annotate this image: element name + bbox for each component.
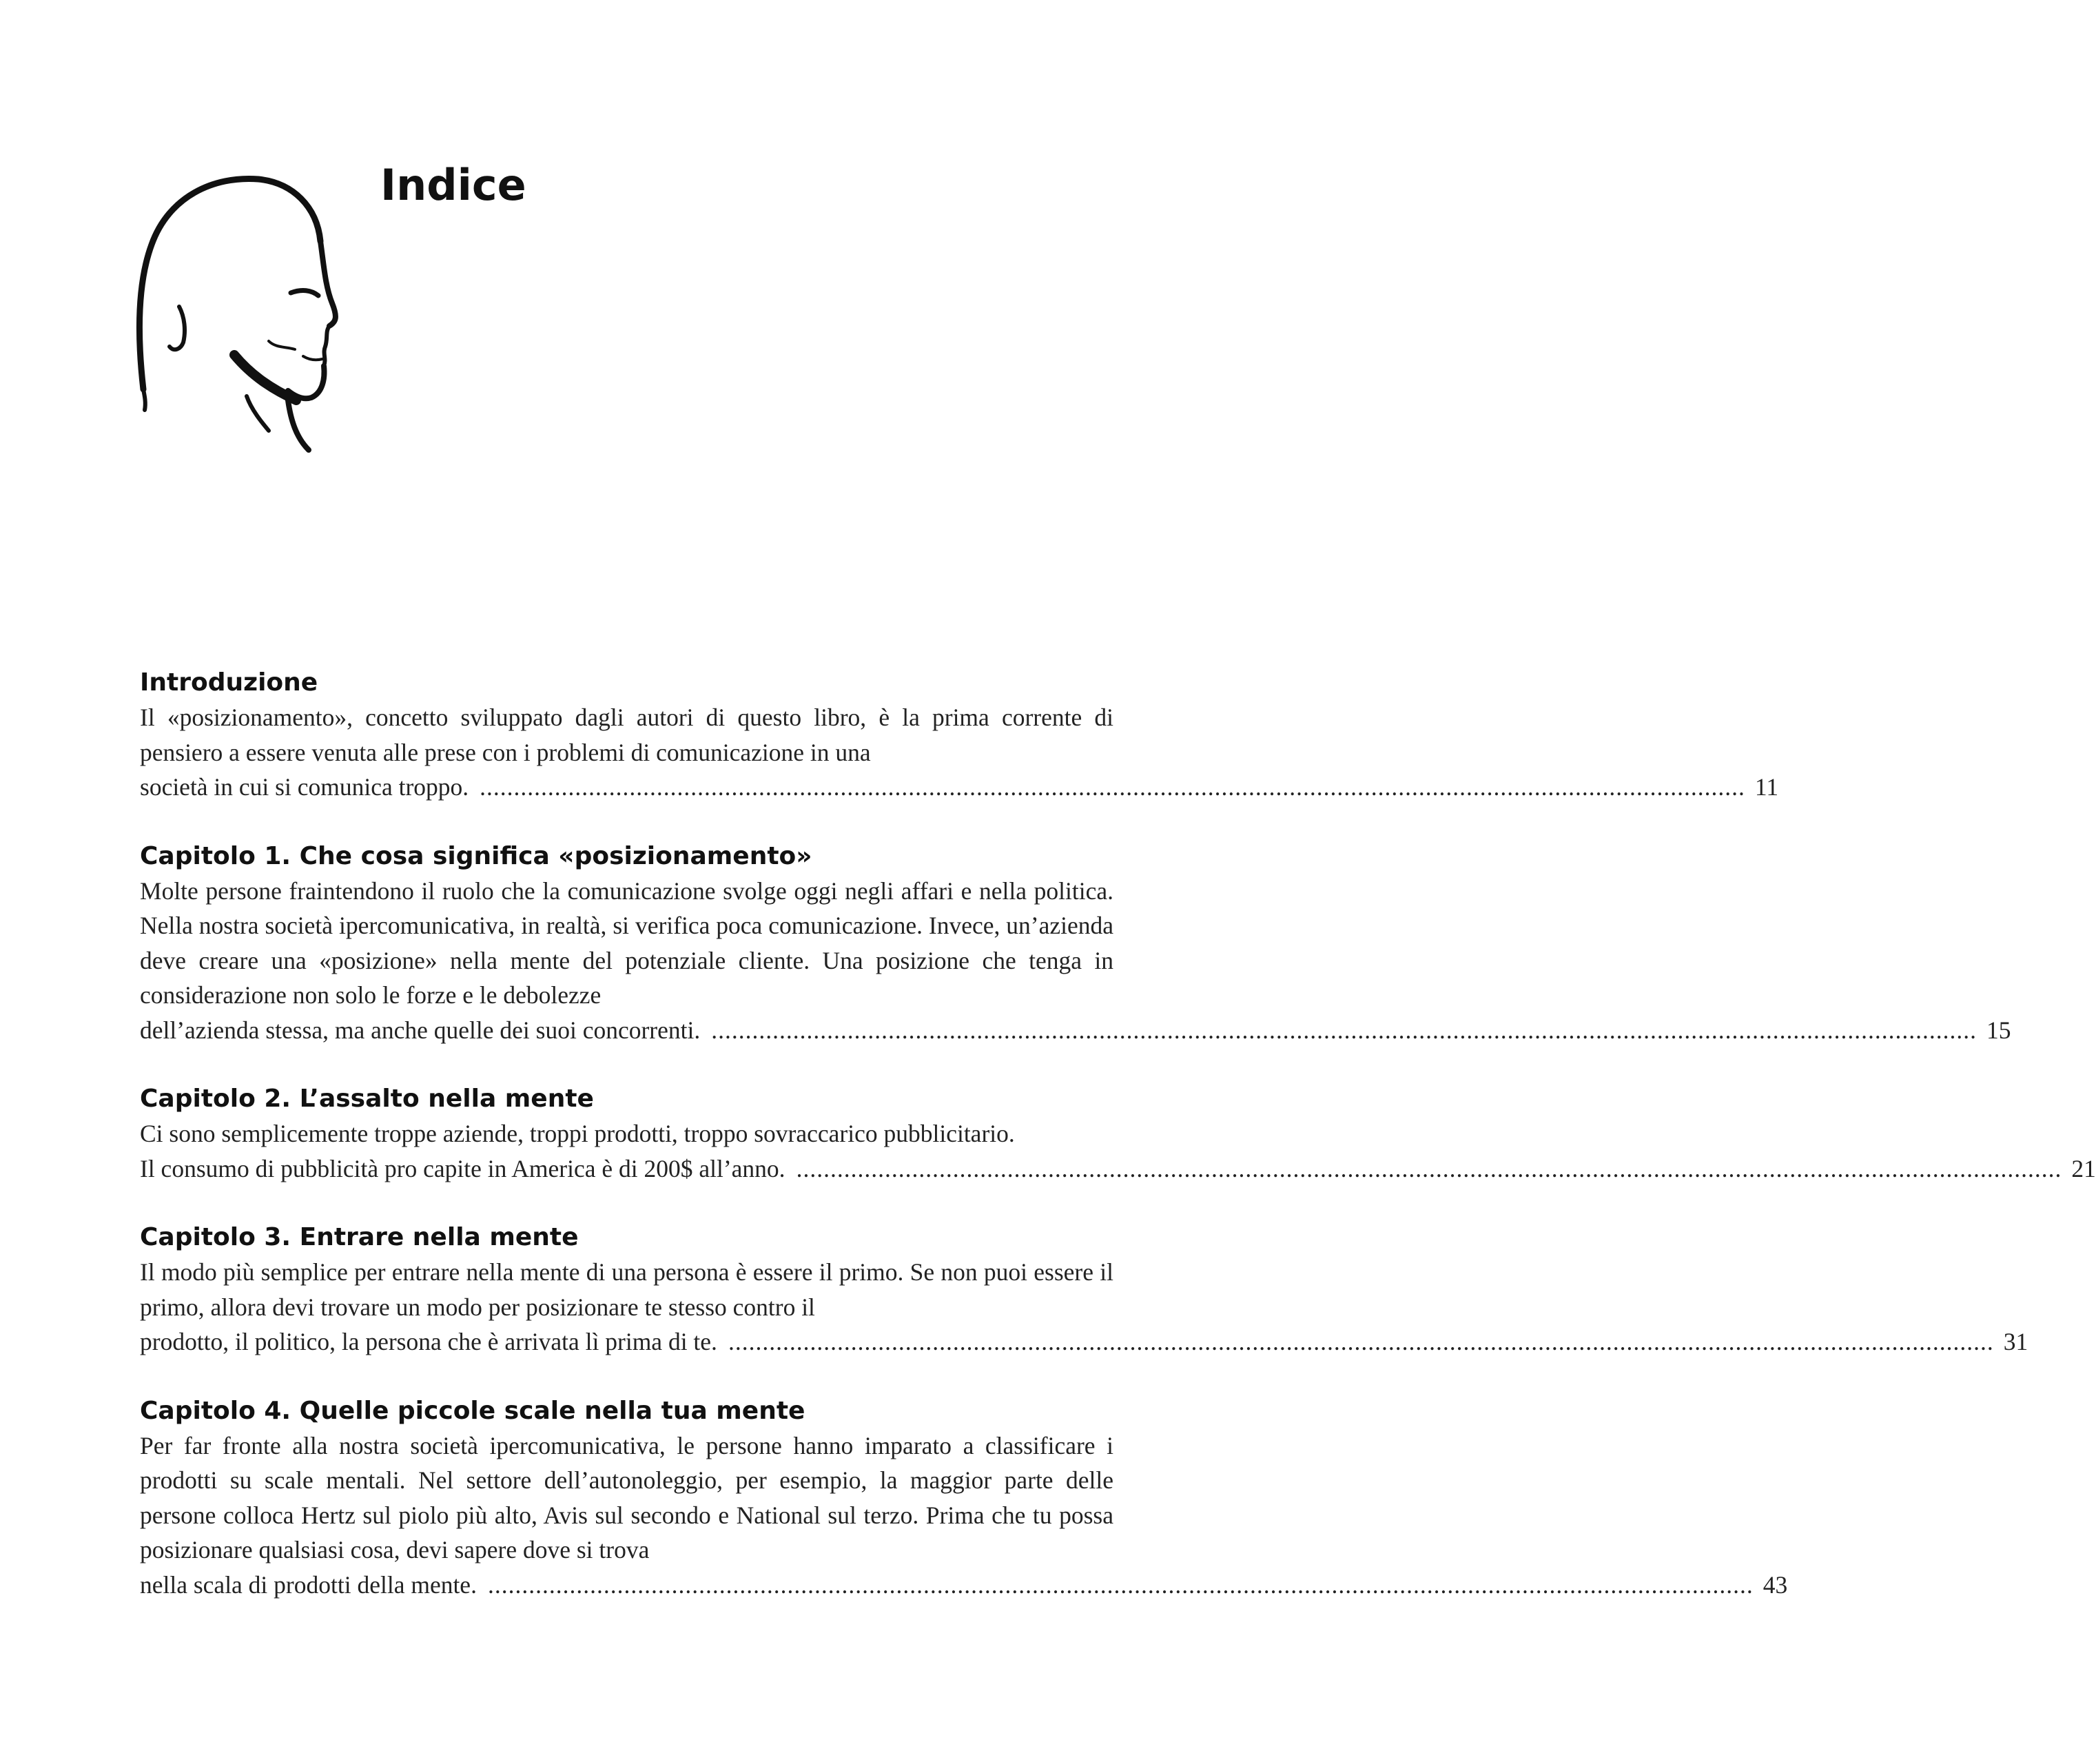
toc-entry-title: Capitolo 4. Quelle piccole scale nella tua mente <box>140 1396 805 1425</box>
toc-entry-title: Capitolo 2. L’assalto nella mente <box>140 1085 594 1113</box>
toc-entry-capitolo-3[interactable] <box>140 1222 2028 1360</box>
dot-leader: .......................................................................................................................................................................................... <box>728 1328 1994 1355</box>
toc-entry-description-end: prodotto, il politico, la persona che è arrivata lì prima di te. <box>140 1328 717 1355</box>
toc-entry-description-end: nella scala di prodotti della mente. <box>140 1570 477 1599</box>
toc-entry-title: Capitolo 1. Che cosa significa «posizionamento» <box>140 841 812 870</box>
toc-entry-leader-line <box>140 1324 2028 1360</box>
toc-entry-introduzione[interactable] <box>140 667 1779 805</box>
toc-entry-title: Capitolo 3. Entrare nella mente <box>140 1223 579 1251</box>
toc-page-number: 11 <box>1754 773 1779 801</box>
toc-page-number: 31 <box>2003 1328 2028 1355</box>
toc-entry-capitolo-4[interactable] <box>140 1395 1788 1603</box>
toc-entry-description: Ci sono semplicemente troppe aziende, troppi prodotti, troppo sovraccarico pubblicitario. <box>140 1120 1015 1147</box>
toc-entry-leader-line <box>140 1568 1788 1603</box>
head-profile-icon <box>131 169 358 458</box>
toc-entry-leader-line <box>140 1151 2096 1187</box>
toc-page-number: 15 <box>1986 1016 2011 1044</box>
toc-entry-description: Il «posizionamento», concetto sviluppato dagli autori di questo libro, è la prima corrente di pensiero a essere venuta alle prese con i problemi di comunicazione in una <box>140 704 1113 766</box>
toc-entry-description: Per far fronte alla nostra società ipercomunicativa, le persone hanno imparato a classificare i prodotti su scale mentali. Nel settore dell’autonoleggio, per esempio, la maggior parte delle persone colloca Hertz sul piolo più alto, Avis sul secondo e National sul terzo. Prima che tu possa posizionare qualsiasi cosa, devi sapere dove si trova <box>140 1431 1113 1563</box>
page-title: Indice <box>380 160 526 210</box>
dot-leader: .......................................................................................................................................................................................... <box>711 1016 1977 1044</box>
toc-entry-description: Il modo più semplice per entrare nella mente di una persona è essere il primo. Se non puoi essere il primo, allora devi trovare un modo per posizionare te stesso contro il <box>140 1258 1113 1321</box>
toc-page-number: 21 <box>2071 1154 2096 1182</box>
toc-entry-leader-line <box>140 1013 2011 1048</box>
dot-leader: .......................................................................................................................................................................................... <box>796 1154 2062 1182</box>
toc-entry-leader-line <box>140 770 1779 805</box>
toc-entry-capitolo-1[interactable] <box>140 841 2011 1048</box>
toc-entry-title: Introduzione <box>140 668 318 697</box>
toc-entry-description-end: società in cui si comunica troppo. <box>140 773 469 801</box>
toc-entry-description-end: Il consumo di pubblicità pro capite in America è di 200$ all’anno. <box>140 1154 785 1182</box>
toc-page-number: 43 <box>1763 1570 1788 1599</box>
toc-entry-capitolo-2[interactable] <box>140 1083 2096 1186</box>
table-of-contents <box>140 667 2096 1602</box>
dot-leader: .......................................................................................................................................................................................... <box>487 1570 1754 1599</box>
dot-leader: .......................................................................................................................................................................................... <box>480 773 1745 801</box>
toc-entry-description: Molte persone fraintendono il ruolo che la comunicazione svolge oggi negli affari e nella politica. Nella nostra società ipercomunicativa, in realtà, si verifica poca comunicazione. Invece, un’azienda deve creare una «posizione» nella mente del potenziale cliente. Una posizione che tenga in considerazione non solo le forze e le debolezze <box>140 876 1113 1009</box>
toc-entry-description-end: dell’azienda stessa, ma anche quelle dei suoi concorrenti. <box>140 1016 701 1044</box>
